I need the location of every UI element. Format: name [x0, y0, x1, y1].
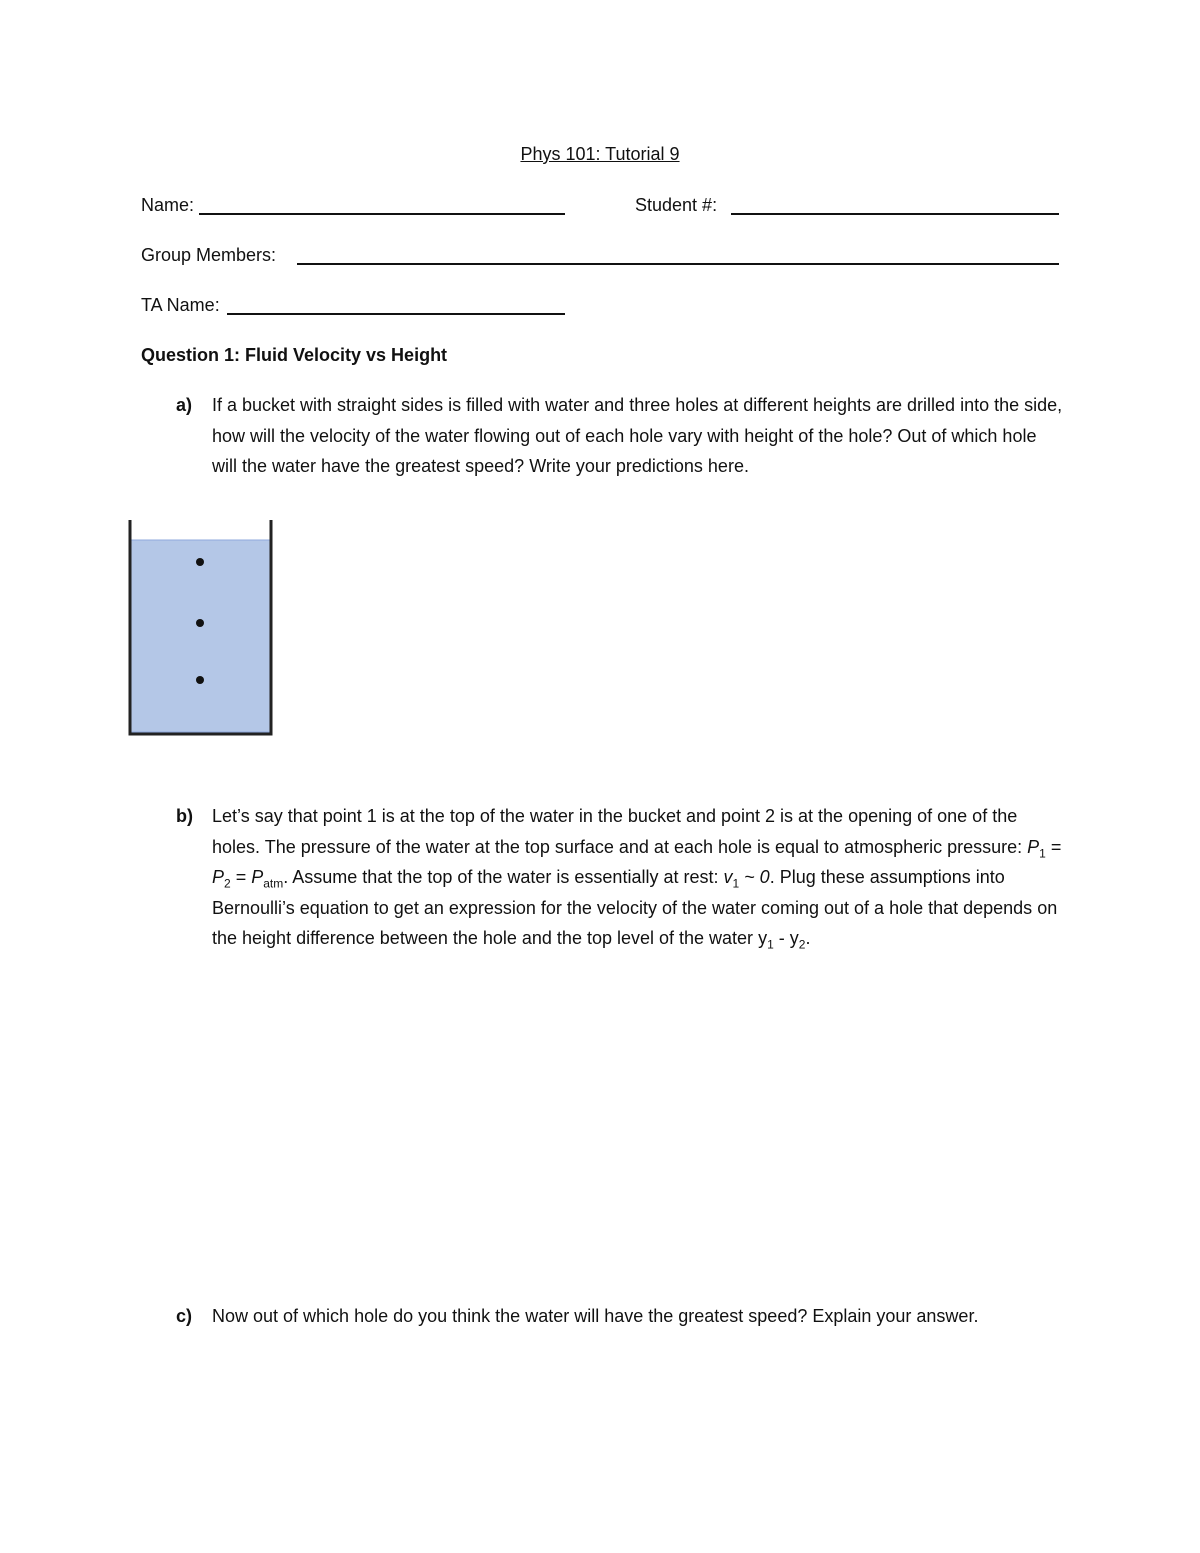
- name-label: Name:: [141, 195, 195, 215]
- part-b: [176, 801, 1066, 954]
- part-a-letter: a): [176, 395, 193, 415]
- y1-subscript: 1: [767, 937, 774, 952]
- name-field-line[interactable]: [199, 213, 565, 215]
- bucket-figure: [126, 518, 276, 738]
- part-b-text-2: . Assume that the top of the water is essentially at rest:: [283, 867, 724, 887]
- patm-symbol: P: [251, 867, 264, 887]
- student-number-field-line[interactable]: [731, 213, 1059, 215]
- question-1-heading: Question 1: Fluid Velocity vs Height: [141, 345, 448, 365]
- ta-name-label: TA Name:: [141, 295, 220, 315]
- part-b-letter: b): [176, 806, 193, 826]
- part-b-end: .: [805, 928, 811, 948]
- hole-middle: [196, 619, 204, 627]
- y2-subscript: 2: [798, 937, 806, 952]
- part-a: [176, 390, 1066, 482]
- minus-sign: -: [773, 928, 790, 948]
- hole-bottom: [196, 676, 204, 684]
- v1-subscript: 1: [732, 876, 740, 891]
- part-b-text-1: Let’s say that point 1 is at the top of the water in the bucket and point 2 is at the opening of one of the holes. The pressure of the water at the top surface and at each hole is equal to atmospheric pressure:: [212, 806, 1028, 857]
- hole-top: [196, 558, 204, 566]
- part-b-text-3: . Plug these assumptions into Bernoulli’s equation to get an expression for the velocity of the water coming out of a hole that depends on the height difference between the hole and the top level of the water: [212, 867, 1058, 948]
- p2-subscript: 2: [224, 876, 231, 891]
- approx-zero: ~ 0: [739, 867, 770, 887]
- part-c: [176, 1301, 1066, 1332]
- p2-symbol: P: [212, 867, 225, 887]
- v1-symbol: v: [723, 867, 733, 887]
- y2-symbol: y: [789, 928, 799, 948]
- patm-subscript: atm: [263, 876, 284, 891]
- part-b-text: [212, 801, 1066, 954]
- equals-1: =: [1045, 836, 1062, 857]
- page-title: Phys 101: Tutorial 9: [520, 144, 680, 164]
- part-a-text: If a bucket with straight sides is filled with water and three holes at different heights are drilled into the side, how will the velocity of the water flowing out of each hole vary with height of the hole? Out of which hole will the water have the greatest speed? Write your predictions here.: [212, 395, 1063, 476]
- p1-symbol: P: [1027, 836, 1040, 857]
- ta-name-field-line[interactable]: [227, 313, 565, 315]
- group-members-field-line[interactable]: [297, 263, 1059, 265]
- y1-symbol: y: [758, 928, 768, 948]
- group-members-label: Group Members:: [141, 245, 277, 265]
- student-number-label: Student #:: [635, 195, 718, 215]
- equals-2: =: [230, 867, 252, 887]
- water-fill: [130, 540, 270, 732]
- part-c-letter: c): [176, 1306, 193, 1326]
- p1-subscript: 1: [1039, 846, 1046, 861]
- part-c-text: Now out of which hole do you think the water will have the greatest speed? Explain your answer.: [212, 1306, 979, 1326]
